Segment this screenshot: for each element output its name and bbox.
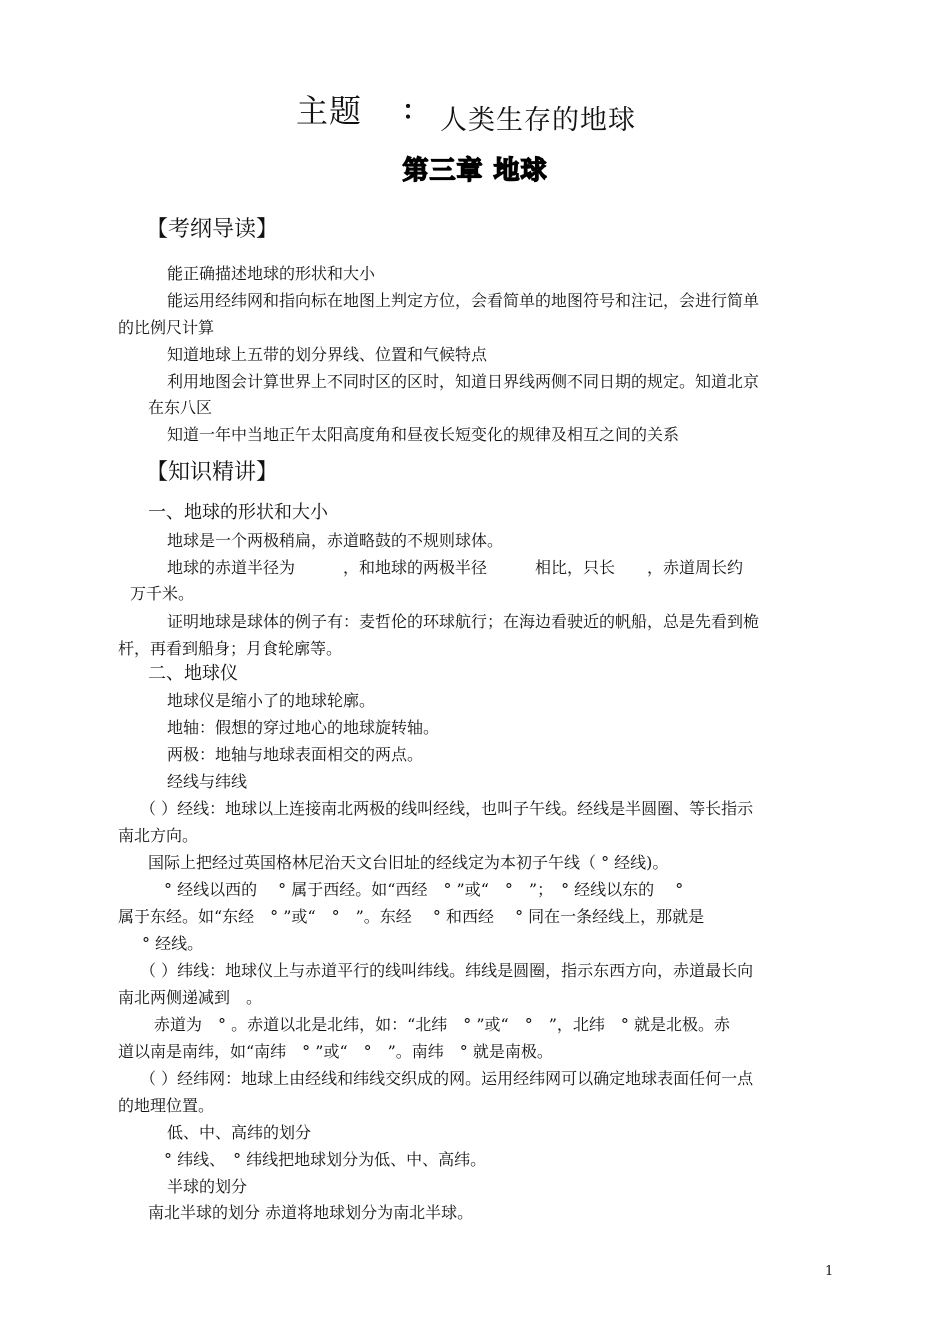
- text-line: 杆，再看到船身；月食轮廓等。: [118, 639, 343, 658]
- text-line: ° 经线。: [142, 934, 204, 953]
- text-line: 道以南是南纬，如“南纬 ° ”或“ ° ”。南纬 ° 就是南极。: [118, 1042, 553, 1061]
- text-line: 低、中、高纬的划分: [167, 1123, 312, 1142]
- text-line: 半球的划分: [167, 1177, 248, 1196]
- text-line: 的地理位置。: [118, 1096, 215, 1115]
- text-line: 证明地球是球体的例子有：麦哲伦的环球航行；在海边看驶近的帆船，总是先看到桅: [167, 612, 760, 631]
- text-line: 属于东经。如“东经 ° ”或“ ° ”。东经 ° 和西经 ° 同在一条经线上，那就是: [118, 907, 705, 926]
- title-colon: ：: [402, 96, 429, 126]
- text-line: 南北半球的划分 赤道将地球划分为南北半球。: [148, 1203, 474, 1222]
- text-line: 地球的赤道半径为 ，和地球的两极半径 相比，只长 ，赤道周长约: [167, 558, 744, 577]
- text-line: 能运用经纬网和指向标在地图上判定方位，会看简单的地图符号和注记，会进行简单: [167, 291, 760, 310]
- text-line: 地轴：假想的穿过地心的地球旋转轴。: [167, 718, 440, 737]
- text-line: 国际上把经过英国格林尼治天文台旧址的经线定为本初子午线（ ° 经线)。: [148, 853, 669, 872]
- text-line: （ ）经纬网：地球上由经线和纬线交织成的网。运用经纬网可以确定地球表面任何一点: [140, 1069, 754, 1088]
- text-line: 万千米。: [130, 584, 195, 603]
- text-line: 赤道为 ° 。赤道以北是北纬，如：“北纬 ° ”或“ ° ”，北纬 ° 就是北极。赤: [154, 1015, 730, 1034]
- title-subtitle: 人类生存的地球: [440, 105, 636, 136]
- text-line: 能正确描述地球的形状和大小: [167, 264, 376, 283]
- section-heading-kaogang: 【考纲导读】: [146, 217, 279, 242]
- text-line: （ ）经线：地球以上连接南北两极的线叫经线，也叫子午线。经线是半圆圈、等长指示: [140, 799, 754, 818]
- section-heading-zhishi: 【知识精讲】: [146, 460, 279, 485]
- text-line: 知道一年中当地正午太阳高度角和昼夜长短变化的规律及相互之间的关系: [167, 425, 680, 444]
- text-line: ° 纬线、 ° 纬线把地球划分为低、中、高纬。: [164, 1150, 487, 1169]
- text-line: ° 经线以西的 ° 属于西经。如“西经 ° ”或“ ° ”； ° 经线以东的 °: [164, 880, 684, 899]
- chapter-heading: 第三章 地球: [402, 156, 548, 186]
- text-line: 地球是一个两极稍扁，赤道略鼓的不规则球体。: [167, 531, 504, 550]
- title-row: [0, 86, 950, 138]
- text-line: 利用地图会计算世界上不同时区的区时，知道日界线两侧不同日期的规定。知道北京: [167, 372, 760, 391]
- text-line: 南北两侧递减到 。: [118, 988, 263, 1007]
- text-line: （ ）纬线：地球仪上与赤道平行的线叫纬线。纬线是圆圈，指示东西方向，赤道最长向: [140, 961, 754, 980]
- text-line: 在东八区: [148, 398, 213, 417]
- text-line: 的比例尺计算: [118, 318, 215, 337]
- subheading: 二、地球仪: [148, 663, 238, 684]
- text-line: 两极：地轴与地球表面相交的两点。: [167, 745, 424, 764]
- text-line: 经线与纬线: [167, 772, 248, 791]
- title-main: 主题: [296, 92, 363, 130]
- text-line: 地球仪是缩小了的地球轮廓。: [167, 691, 376, 710]
- text-line: 南北方向。: [118, 826, 199, 845]
- text-line: 知道地球上五带的划分界线、位置和气候特点: [167, 345, 488, 364]
- page-number: 1: [825, 1264, 834, 1279]
- subheading: 一、地球的形状和大小: [148, 502, 328, 523]
